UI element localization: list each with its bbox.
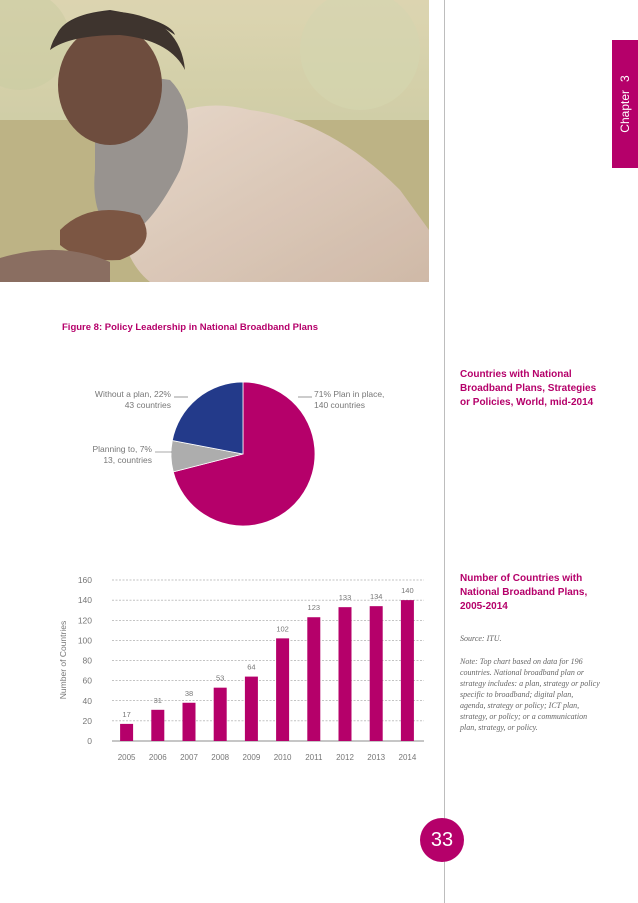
bar-2014 [401, 600, 414, 741]
bar-2008 [214, 688, 227, 741]
pie-label: Without a plan, 22% [94, 389, 171, 399]
chapter-tab [612, 40, 638, 168]
x-tick-label: 2013 [367, 753, 386, 762]
pie-label: 13, countries [103, 455, 152, 465]
chapter-number: 3 [618, 75, 632, 82]
bar-value-label: 53 [216, 673, 225, 683]
y-axis-label: Number of Countries [58, 620, 68, 700]
bar-value-label: 31 [153, 695, 162, 705]
bar-side-title: Number of Countries with National Broadband Plans, 2005-2014 [460, 573, 588, 612]
bar-value-label: 140 [401, 586, 414, 596]
x-tick-label: 2010 [273, 753, 292, 762]
pie-label: 43 countries [124, 400, 171, 410]
y-tick-label: 120 [77, 615, 92, 626]
y-tick-label: 0 [87, 736, 92, 746]
x-tick-label: 2007 [180, 753, 198, 762]
y-tick-label: 140 [77, 595, 92, 606]
y-tick-label: 80 [82, 655, 92, 666]
y-tick-label: 60 [82, 675, 92, 686]
y-tick-label: 100 [77, 635, 92, 646]
chapter-word: Chapter [618, 89, 632, 133]
x-tick-label: 2008 [211, 753, 230, 762]
bar-2006 [151, 710, 164, 741]
y-tick-label: 40 [82, 695, 92, 706]
pie-label: Planning to, 7% [92, 444, 152, 454]
bar-2012 [339, 607, 352, 741]
pie-label: 140 countries [314, 400, 366, 410]
chart-note: Note: Top chart based on data for 196 countries. National broadband plan or strategy includes: a plan, strategy or policy specific to broadband; digital plan, agenda, strategy or policy; ICT plan, strategy, or policy; or a communication plan, strategy, or policy. [460, 657, 600, 732]
page-number: 33 [420, 818, 464, 862]
y-tick-label: 160 [77, 575, 92, 585]
x-tick-label: 2014 [398, 753, 417, 762]
bar-value-label: 123 [307, 603, 321, 613]
x-tick-label: 2011 [305, 753, 323, 762]
bar-value-label: 134 [369, 592, 383, 602]
source-note: Source: ITU. [460, 634, 502, 643]
y-tick-label: 20 [82, 715, 92, 726]
x-tick-label: 2012 [336, 753, 354, 762]
bar-2007 [183, 703, 196, 741]
pie-label: 71% Plan in place, [314, 389, 385, 399]
bar-value-label: 17 [122, 709, 131, 719]
bar-2009 [245, 677, 258, 741]
figure-title: Figure 8: Policy Leadership in National Broadband Plans [62, 322, 319, 333]
bar-value-label: 38 [184, 688, 194, 698]
bar-2011 [307, 617, 320, 741]
x-tick-label: 2005 [117, 753, 136, 762]
bar-value-label: 64 [247, 662, 256, 672]
bar-2010 [276, 638, 289, 741]
bar-2005 [120, 724, 133, 741]
bar-2013 [370, 606, 383, 741]
x-tick-label: 2006 [148, 753, 167, 762]
chapter-label [618, 75, 632, 132]
bar-value-label: 133 [338, 593, 352, 603]
x-tick-label: 2009 [242, 753, 261, 762]
bar-value-label: 102 [276, 624, 289, 634]
pie-side-title: Countries with National Broadband Plans, Strategies or Policies, World, mid-2014 [460, 369, 597, 408]
